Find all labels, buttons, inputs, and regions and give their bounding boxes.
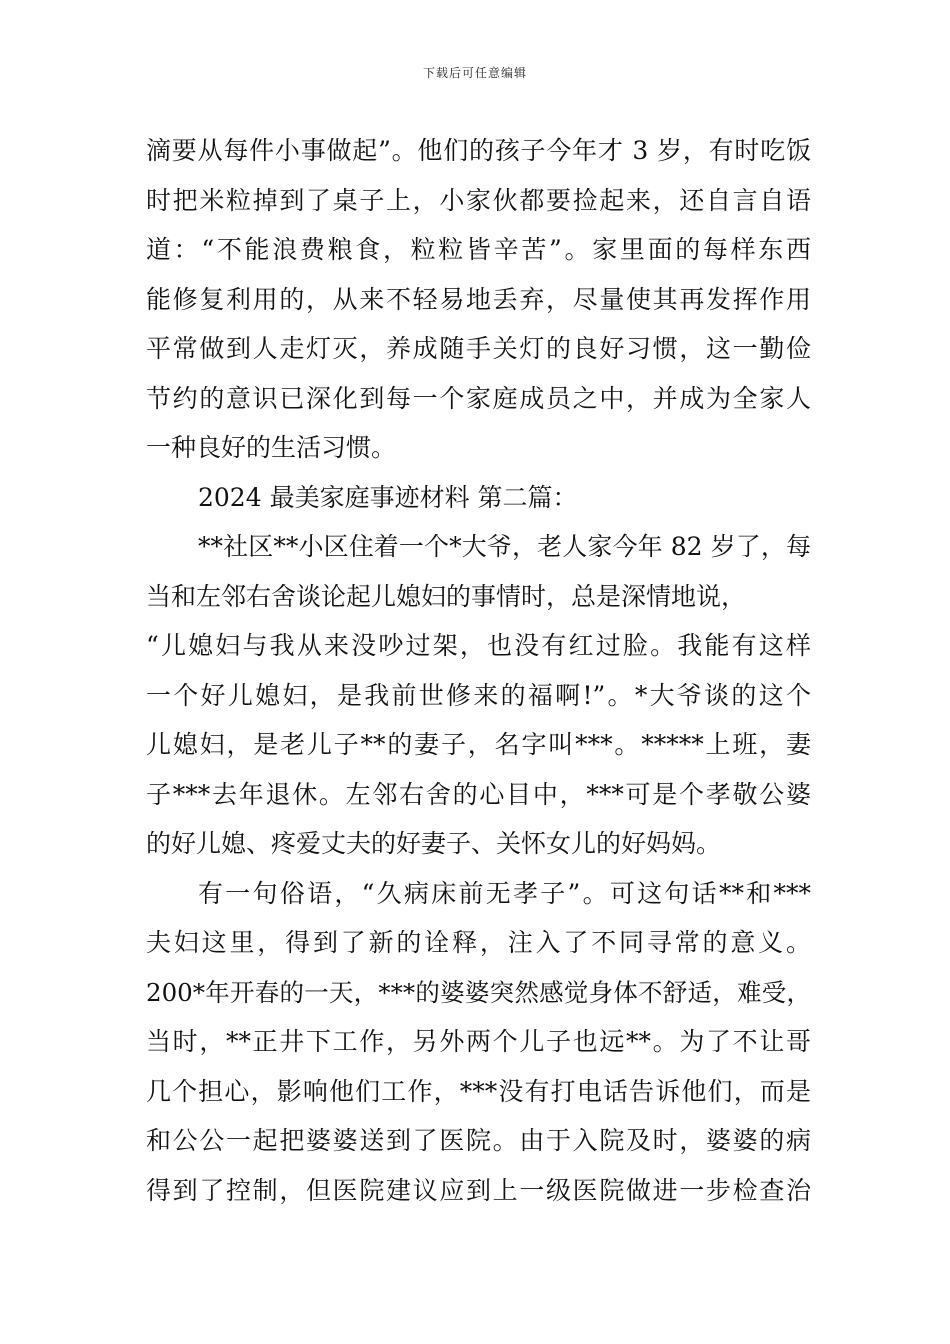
text-line: 得到了控制，但医院建议应到上一级医院做进一步检查治	[146, 1175, 811, 1205]
section-heading: 2024 最美家庭事迹材料 第二篇：	[198, 482, 578, 512]
text-line: “儿媳妇与我从来没吵过架，也没有红过脸。我能有这样	[146, 631, 811, 660]
text-line: 几个担心，影响他们工作，***没有打电话告诉他们，而是	[146, 1076, 811, 1106]
text-line: 200*年开春的一天，***的婆婆突然感觉身体不舒适，难受，	[146, 977, 811, 1007]
text-line: 夫妇这里，得到了新的诠释，注入了不同寻常的意义。	[146, 928, 811, 957]
text-line: 一个好儿媳妇，是我前世修来的福啊!”。*大爷谈的这个	[146, 680, 811, 710]
text-line: 节约的意识已深化到每一个家庭成员之中，并成为全家人	[146, 383, 811, 413]
text-line: 当时，**正井下工作，另外两个儿子也远**。为了不让哥	[146, 1027, 811, 1056]
text-line: 和公公一起把婆婆送到了医院。由于入院及时，婆婆的病	[146, 1126, 811, 1155]
text-line: 滴要从每件小事做起”。他们的孩子今年才 3 岁，有时吃饭	[146, 136, 811, 165]
text-line: 时把米粒掉到了桌子上，小家伙都要捡起来，还自言自语	[146, 185, 811, 215]
text-line: 子***去年退休。左邻右舍的心目中，***可是个孝敬公婆	[146, 779, 811, 809]
document-body	[146, 126, 811, 1215]
text-line: 道：“不能浪费粮食，粒粒皆辛苦”。家里面的每样东西	[146, 235, 811, 264]
text-line: 的好儿媳、疼爱丈夫的好妻子、关怀女儿的好妈妈。	[146, 829, 722, 858]
page-header: 下载后可任意编辑	[422, 66, 527, 80]
text-line: 当和左邻右舍谈论起儿媳妇的事情时，总是深情地说，	[146, 581, 747, 611]
text-line: 有一句俗语，“久病床前无孝子”。可这句话**和***	[198, 878, 811, 908]
text-line: 能修复利用的，从来不轻易地丢弃，尽量使其再发挥作用	[146, 284, 811, 314]
text-line: 平常做到人走灯灭，养成随手关灯的良好习惯，这一勤俭	[146, 334, 811, 363]
text-line: 一种良好的生活习惯。	[146, 433, 397, 462]
text-line: **社区**小区住着一个*大爷，老人家今年 82 岁了，每	[198, 532, 811, 561]
text-line: 儿媳妇，是老儿子**的妻子，名字叫***。*****上班，妻	[146, 730, 811, 759]
